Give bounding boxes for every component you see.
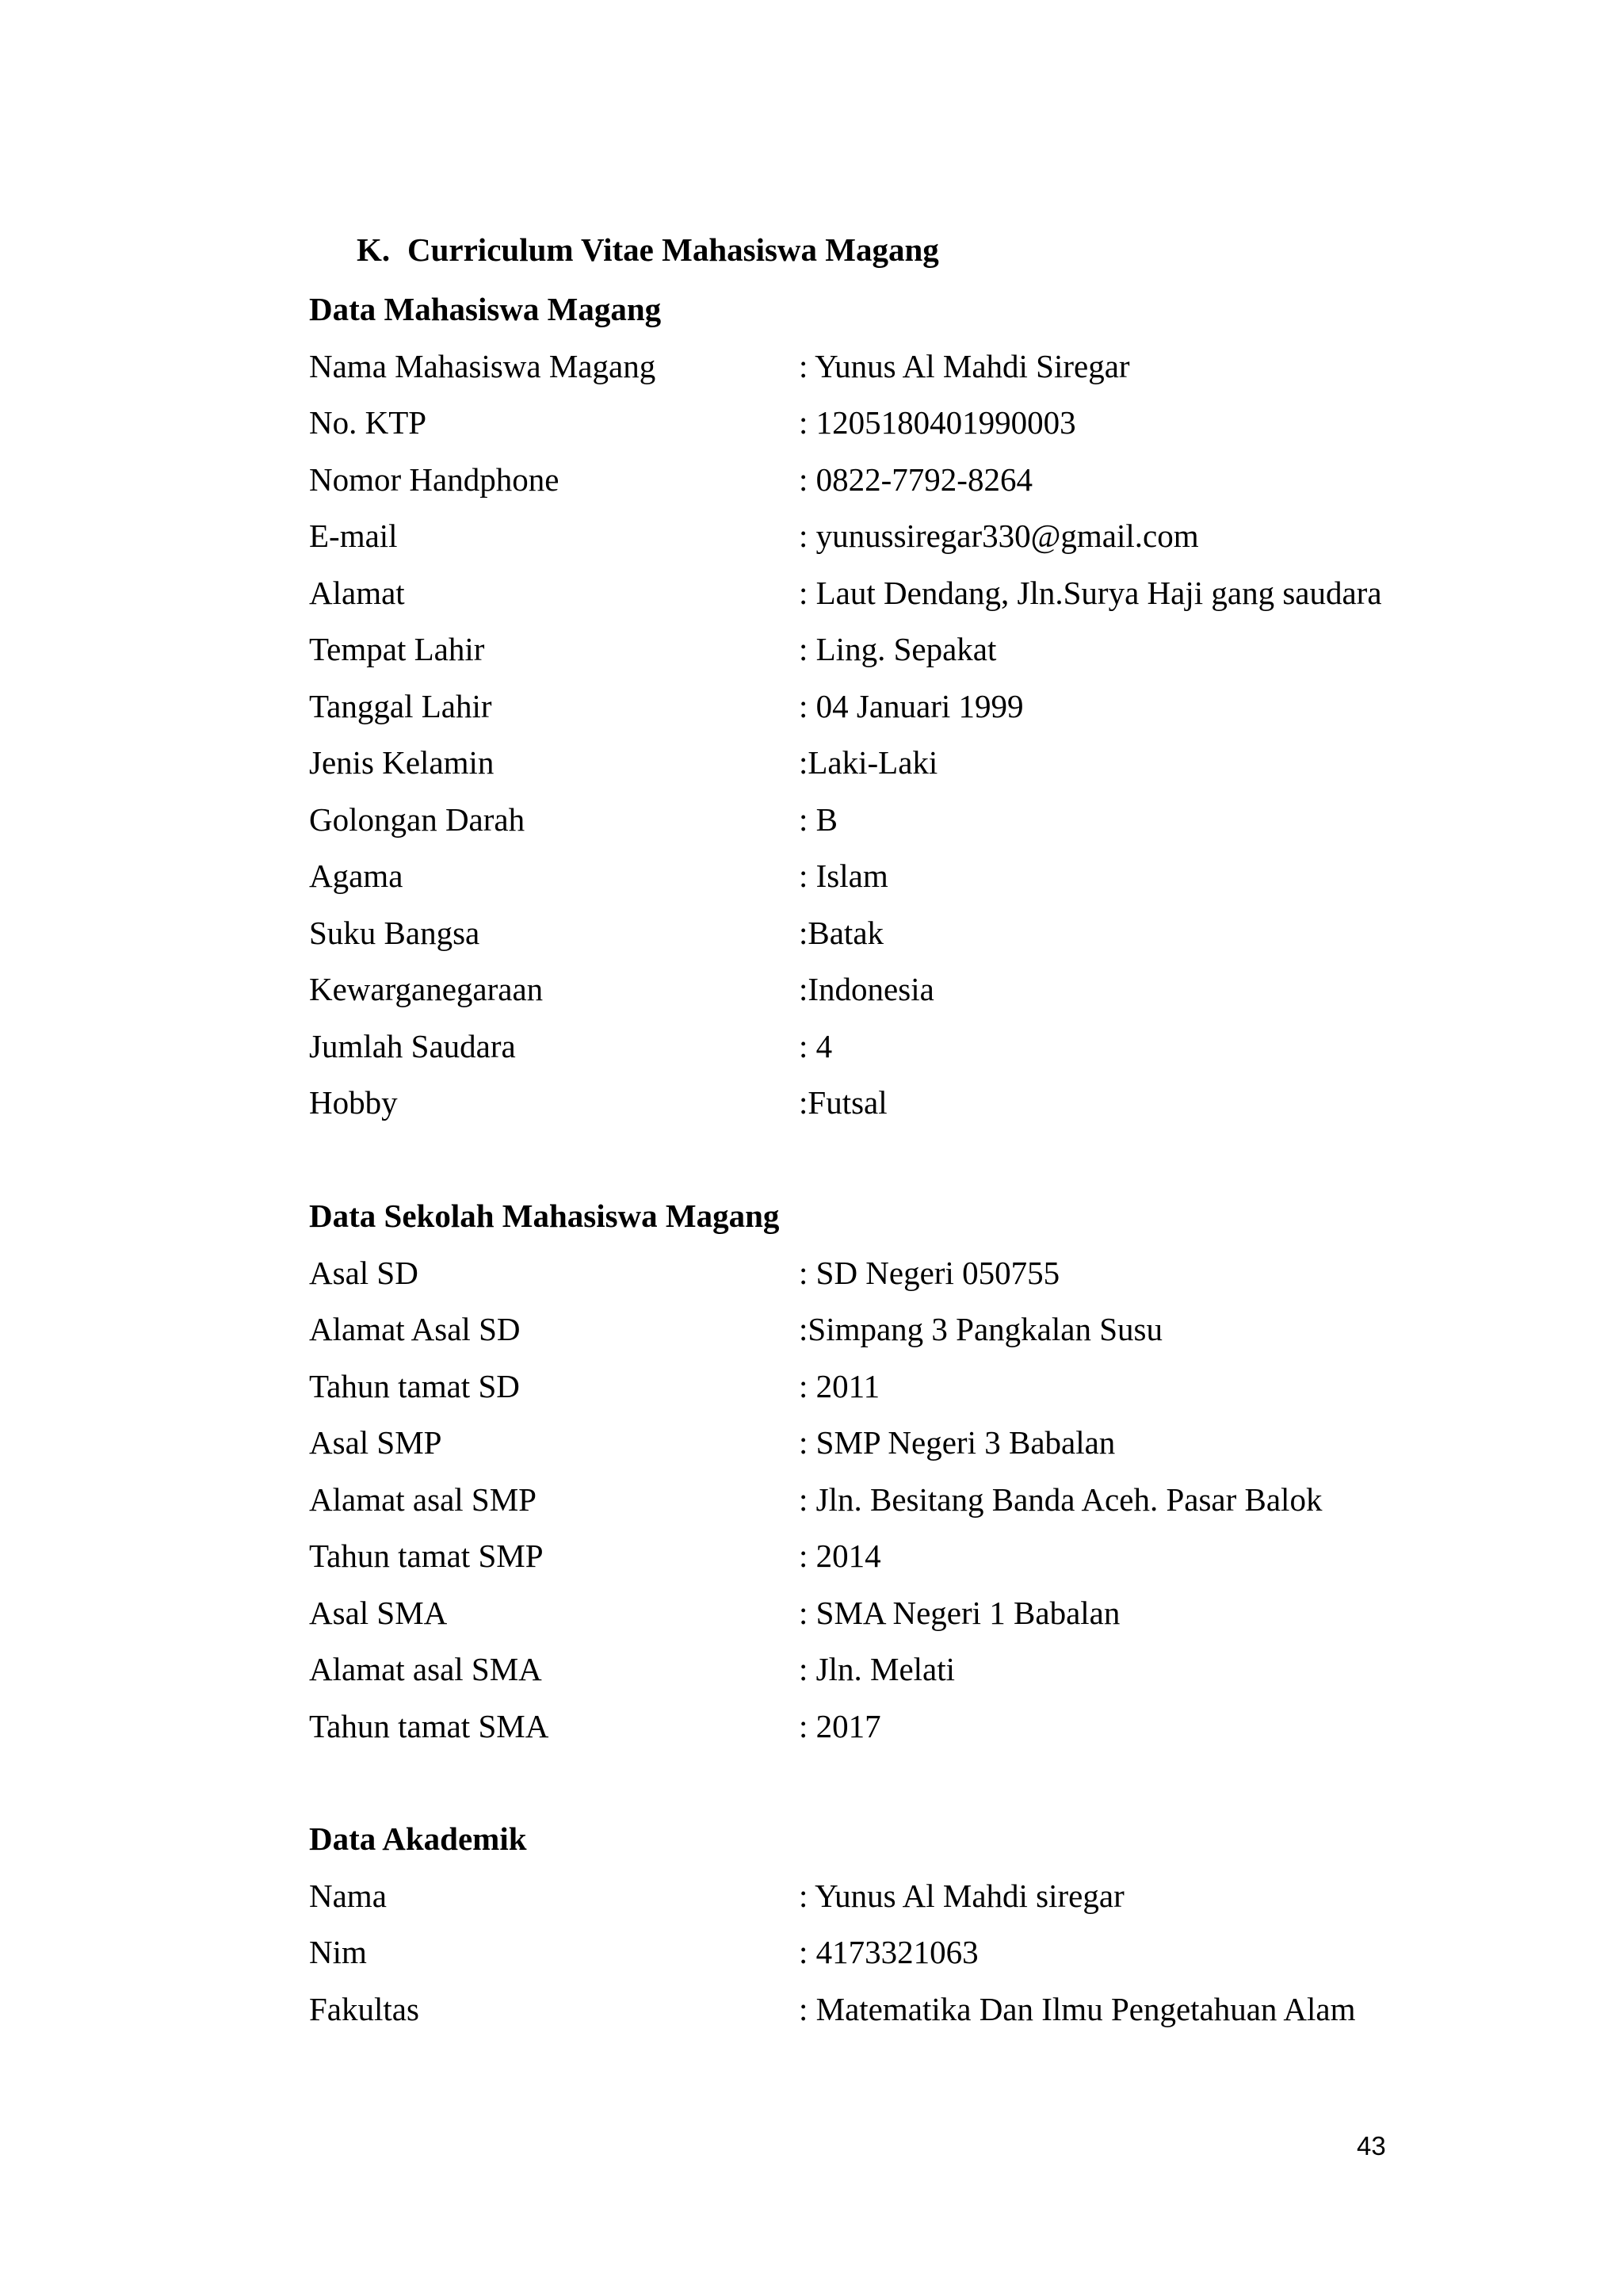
heading-letter: K.: [357, 231, 391, 268]
field-value: : SMP Negeri 3 Babalan: [799, 1424, 1116, 1461]
field-label: Tahun tamat SMA: [309, 1707, 549, 1744]
field-value: : Ling. Sepakat: [799, 631, 997, 667]
field-label: Fakultas: [309, 1990, 419, 2027]
field-row-asal-sma: [309, 1585, 1545, 1642]
field-label: Alamat: [309, 574, 405, 611]
field-value: : 2017: [799, 1707, 881, 1744]
field-row-agama: [309, 848, 1545, 905]
section-data-mahasiswa: [309, 281, 1545, 1132]
field-value: : 0822-7792-8264: [799, 460, 1033, 498]
field-value: :Simpang 3 Pangkalan Susu: [799, 1311, 1163, 1347]
field-value: : Matematika Dan Ilmu Pengetahuan Alam: [799, 1990, 1356, 2027]
section-title: Data Akademik: [309, 1820, 527, 1857]
field-label: E-mail: [309, 518, 398, 554]
field-label: Agama: [309, 858, 403, 894]
field-value: : Laut Dendang, Jln.Surya Haji gang saudara: [799, 574, 1382, 611]
field-row-asal-sd: [309, 1245, 1545, 1302]
field-value: : Yunus Al Mahdi siregar: [799, 1877, 1125, 1914]
section-title: Data Mahasiswa Magang: [309, 291, 662, 327]
field-label: Tanggal Lahir: [309, 687, 492, 724]
field-value: :Batak: [799, 914, 884, 951]
field-value: :Futsal: [799, 1084, 888, 1121]
field-row-jumlah-saudara: [309, 1018, 1545, 1075]
field-row-kewarganegaraan: [309, 961, 1545, 1018]
field-row-fakultas: [309, 1981, 1545, 2038]
field-label: Kewarganegaraan: [309, 971, 544, 1007]
field-label: Golongan Darah: [309, 800, 525, 838]
field-value: : SD Negeri 050755: [799, 1254, 1060, 1291]
field-row-nim: [309, 1924, 1545, 1981]
field-value: : B: [799, 800, 838, 838]
field-value: : 2011: [799, 1367, 880, 1404]
field-value: : 2014: [799, 1538, 881, 1574]
section-data-sekolah: [309, 1188, 1545, 1755]
page-number: 43: [1357, 2131, 1386, 2160]
field-row-jenis-kelamin: [309, 735, 1545, 792]
field-label: Jumlah Saudara: [309, 1027, 516, 1064]
field-value: : 04 Januari 1999: [799, 687, 1024, 724]
field-label: Tahun tamat SD: [309, 1367, 520, 1404]
field-label: Tempat Lahir: [309, 631, 485, 667]
field-row-ktp: [309, 395, 1545, 452]
field-value: : yunussiregar330@gmail.com: [799, 518, 1199, 554]
field-row-tahun-sd: [309, 1358, 1545, 1415]
field-label: Jenis Kelamin: [309, 744, 495, 781]
field-label: Asal SD: [309, 1254, 418, 1291]
field-label: Alamat asal SMP: [309, 1480, 537, 1518]
field-row-alamat-smp: [309, 1472, 1545, 1529]
field-row-tahun-sma: [309, 1698, 1545, 1755]
field-row-tanggal-lahir: [309, 678, 1545, 735]
field-row-handphone: [309, 452, 1545, 509]
cv-heading: [357, 230, 939, 269]
field-label: No. KTP: [309, 404, 427, 441]
field-row-nama-akademik: [309, 1868, 1545, 1925]
field-row-suku-bangsa: [309, 905, 1545, 962]
field-label: Alamat asal SMA: [309, 1651, 542, 1687]
field-value: : Jln. Melati: [799, 1651, 956, 1687]
field-row-alamat-sd: [309, 1301, 1545, 1358]
field-label: Nama Mahasiswa Magang: [309, 347, 656, 384]
field-label: Suku Bangsa: [309, 914, 480, 951]
field-row-nama: [309, 338, 1545, 395]
field-label: Asal SMA: [309, 1594, 448, 1631]
field-value: : 1205180401990003: [799, 404, 1076, 441]
field-label: Nama: [309, 1877, 387, 1914]
field-value: :Indonesia: [799, 971, 934, 1007]
section-title: Data Sekolah Mahasiswa Magang: [309, 1198, 780, 1234]
field-value: : 4173321063: [799, 1934, 979, 1970]
field-row-alamat-sma: [309, 1641, 1545, 1698]
heading-title: Curriculum Vitae Mahasiswa Magang: [407, 231, 939, 268]
field-row-email: [309, 508, 1545, 565]
field-label: Nomor Handphone: [309, 460, 559, 498]
field-label: Alamat Asal SD: [309, 1311, 521, 1347]
field-label: Hobby: [309, 1084, 398, 1121]
field-label: Nim: [309, 1934, 367, 1970]
field-value: : Islam: [799, 858, 888, 894]
field-row-hobby: [309, 1075, 1545, 1132]
field-value: :Laki-Laki: [799, 744, 938, 781]
field-value: : SMA Negeri 1 Babalan: [799, 1594, 1121, 1631]
section-data-akademik: [309, 1811, 1545, 2038]
field-row-alamat: [309, 565, 1545, 622]
field-value: : Jln. Besitang Banda Aceh. Pasar Balok: [799, 1480, 1323, 1518]
field-value: : Yunus Al Mahdi Siregar: [799, 347, 1130, 384]
field-row-golongan-darah: [309, 792, 1545, 849]
field-value: : 4: [799, 1027, 833, 1064]
field-label: Tahun tamat SMP: [309, 1538, 544, 1574]
field-row-asal-smp: [309, 1415, 1545, 1472]
field-row-tempat-lahir: [309, 621, 1545, 678]
field-label: Asal SMP: [309, 1424, 442, 1461]
field-row-tahun-smp: [309, 1528, 1545, 1585]
